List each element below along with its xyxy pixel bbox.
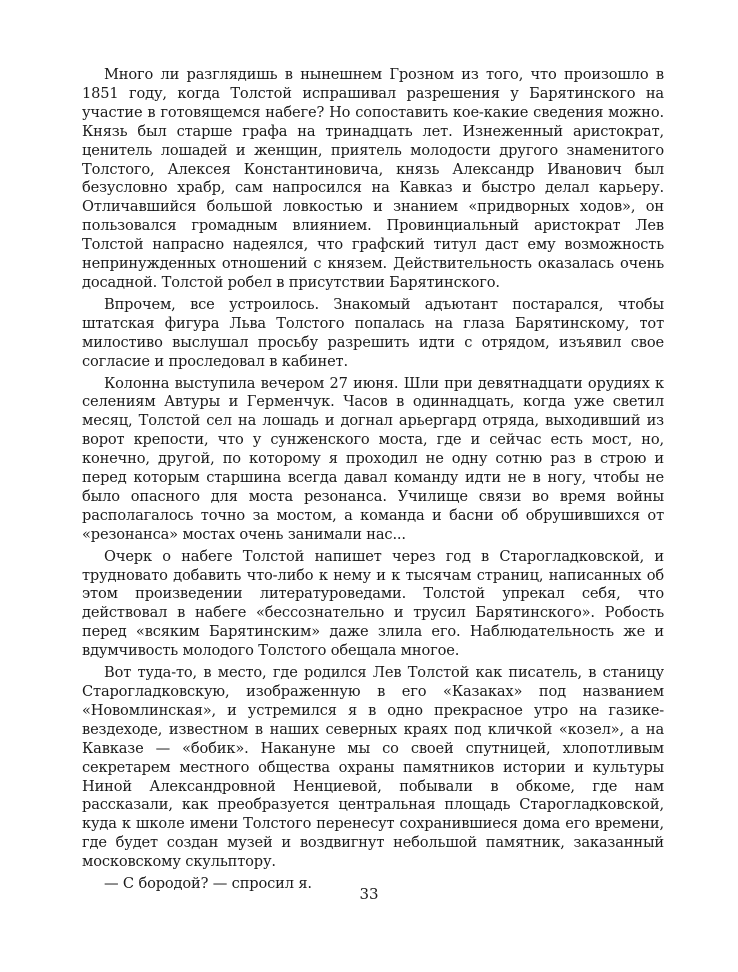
paragraph-5: Вот туда-то, в место, где родился Лев Толстой как писатель, в станицу Старогладковскую, изображенную в его «Казаках» под названием «Новомлинская», и устремился я в одно прекрасное утро на газике-вездеходе, известном в наших северных краях под кличкой «козел», а на Кавказе — «бобик». Накануне мы со своей спутницей, хлопотливым секретарем местного общества охраны памятников истории и культуры Ниной Александровной Ненциевой, побывали в обкоме, где нам рассказали, как преобразуется центральная площадь Старогладковской, куда к школе имени Толстого перенесут сохранившиеся дома его времени, где будет создан музей и воздвигнут небольшой памятник, заказанный московскому скульптору. (82, 664, 664, 871)
paragraph-4: Очерк о набеге Толстой напишет через год в Старогладковской, и трудновато добавить что-либо к нему и к тысячам страниц, написанных об этом произведении литературоведами. Толстой упрекал себя, что действовал в набеге «бессознательно и трусил Барятинского». Робость перед «всяким Барятинским» даже злила его. Наблюдательность же и вдумчивость молодого Толстого обещала многое. (82, 547, 664, 660)
page-number: 33 (359, 885, 379, 903)
paragraph-6: — С бородой? — спросил я. (104, 875, 312, 893)
paragraph-3: Колонна выступила вечером 27 июня. Шли при девятнадцати орудиях к селениям Автуры и Герменчук. Часов в одиннадцать, когда уже светил месяц, Толстой сел на лошадь и догнал арьергард отряда, выходивший из ворот крепости, что у сунженского моста, где и сейчас есть мост, но, конечно, другой, по которому я проходил не одну сотню раз в строю и перед которым старшина всегда давал команду идти не в ногу, чтобы не было опасного для моста резонанса. Училище связи во время войны располагалось точно за мостом, а команда и басни об обрушившихся от «резонанса» мостах очень занимали нас... (82, 374, 664, 543)
paragraph-1: Много ли разглядишь в нынешнем Грозном из того, что произошло в 1851 году, когда Толстой испрашивал разрешения у Барятинского на участие в готовящемся набеге? Но сопоставить кое-какие сведения можно. Князь был старше графа на тринадцать лет. Изнеженный аристократ, ценитель лошадей и женщин, приятель молодости другого знаменитого Толстого, Алексея Константиновича, князь Александр Иванович был безусловно храбр, сам напросился на Кавказ и быстро делал карьеру. Отличавшийся большой ловкостью и знанием «придворных ходов», он пользовался громадным влиянием. Провинциальный аристократ Лев Толстой напрасно надеялся, что графский титул даст ему возможность непринужденных отношений с князем. Действительность оказалась очень досадной. Толстой робел в присутствии Барятинского. (82, 66, 664, 291)
paragraph-2: Впрочем, все устроилось. Знакомый адъютант постарался, чтобы штатская фигура Льва Толстого попалась на глаза Барятинскому, тот милостиво выслушал просьбу разрешить идти с отрядом, изъявил свое согласие и проследовал в кабинет. (82, 295, 664, 370)
book-page-text (82, 66, 664, 894)
